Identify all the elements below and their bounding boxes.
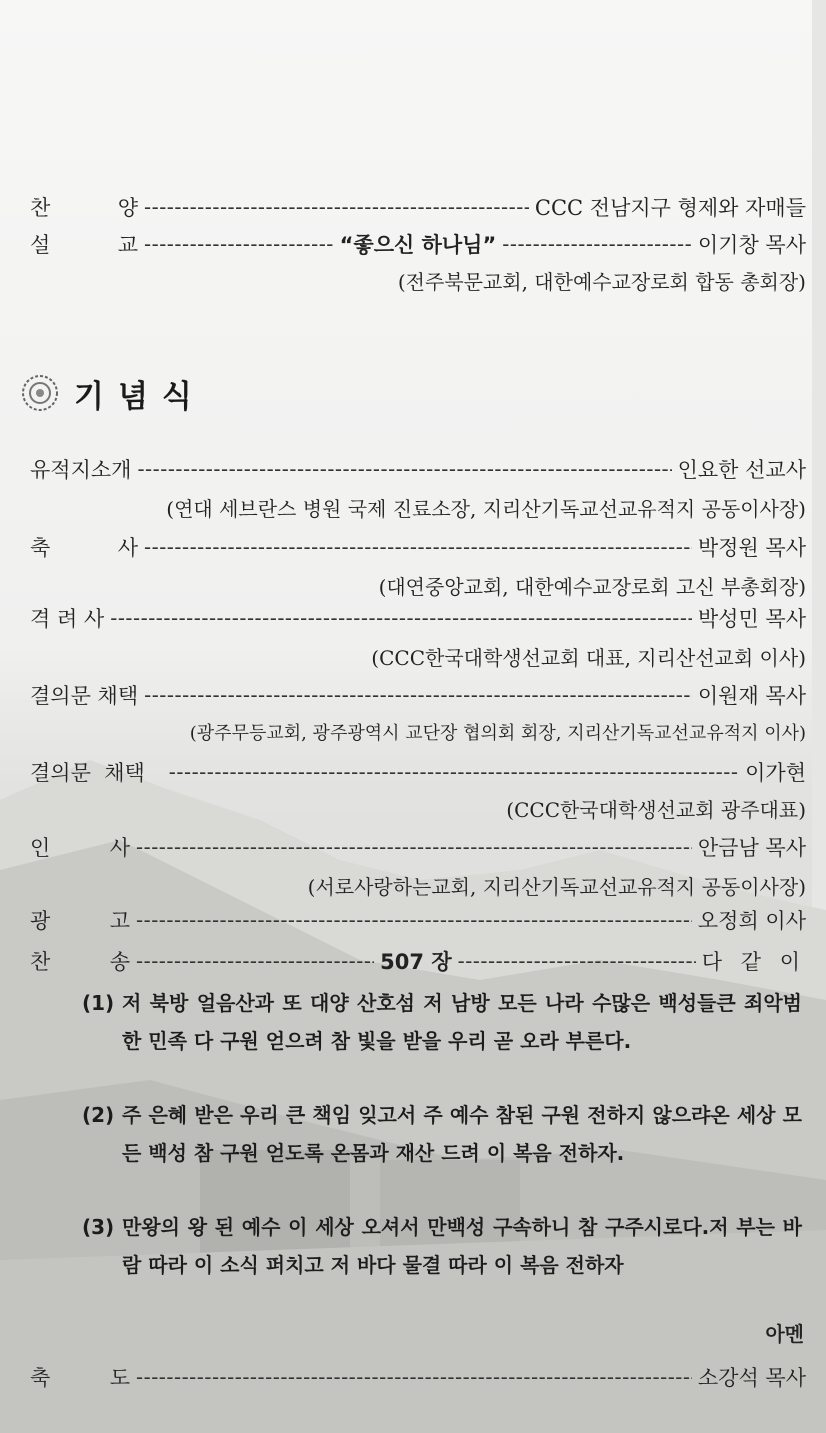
leader-dashes — [136, 1365, 692, 1389]
amen-text: 아멘 — [765, 1322, 804, 1346]
sermon-title: “좋으신 하나님” — [339, 233, 497, 257]
item-row-resolution-1 — [30, 678, 806, 712]
item-note: (CCC한국대학생선교회 대표, 지리산선교회 이사) — [371, 645, 806, 670]
hymn-verse-2 — [82, 1096, 802, 1172]
item-label — [30, 1362, 130, 1392]
item-person: 박성민 목사 — [697, 607, 806, 631]
leader-dashes — [136, 949, 374, 973]
hymn-verse-3 — [82, 1208, 802, 1284]
item-label-char-1: 찬 — [30, 950, 51, 974]
leader-dashes — [458, 949, 696, 973]
item-row-congratulatory — [30, 530, 806, 564]
sermon-row — [30, 227, 806, 261]
item-row-encouragement — [30, 601, 806, 635]
item-label-char-2: 고 — [109, 909, 130, 933]
item-person: 다 같 이 — [701, 950, 806, 974]
leader-dashes — [502, 232, 692, 256]
item-label-char-1: 인 — [30, 836, 51, 860]
item-label-char-2: 송 — [109, 950, 130, 974]
item-label-char-1: 축 — [30, 1366, 51, 1390]
item-row-benediction — [30, 1360, 806, 1394]
hymn-verse-1 — [82, 984, 802, 1060]
leader-dashes — [110, 606, 692, 630]
item-label: 결의문 채택 — [30, 684, 139, 708]
item-person: 이원재 목사 — [697, 684, 806, 708]
sermon-preacher: 이기창 목사 — [697, 233, 806, 257]
sermon-label-char-1: 설 — [30, 233, 51, 257]
sermon-note: (전주북문교회, 대한예수교장로회 합동 총회장) — [397, 269, 806, 294]
item-label — [30, 832, 130, 862]
verse-number: (3) — [82, 1215, 115, 1239]
item-person: 이가현 — [745, 761, 806, 785]
memorial-title: 기념식 — [74, 378, 206, 415]
item-label — [30, 905, 130, 935]
item-note: (대연중앙교회, 대한예수교장로회 고신 부총회장) — [378, 574, 806, 599]
item-row-hymn — [30, 944, 806, 978]
item-row-site-intro — [30, 452, 806, 486]
item-person: 오정희 이사 — [697, 909, 806, 933]
item-label-char-2: 사 — [117, 536, 138, 560]
item-label-char-2: 도 — [109, 1366, 130, 1390]
item-note: (CCC한국대학생선교회 광주대표) — [506, 797, 806, 822]
item-note: (서로사랑하는교회, 지리산기독교선교유적지 공동이사장) — [307, 874, 806, 899]
item-row-announcement — [30, 903, 806, 937]
item-row-resolution-2 — [30, 755, 806, 789]
item-label-char-2: 사 — [109, 836, 130, 860]
leader-dashes — [144, 232, 334, 256]
hymn-number: 507 장 — [380, 950, 452, 974]
sermon-label — [30, 229, 138, 259]
item-label — [30, 946, 130, 976]
verse-text: 주 은혜 받은 우리 큰 책임 잊고서 주 예수 참된 구원 전하지 않으랴온 세상 모든 백성 참 구원 얻도록 온몸과 재산 드려 이 복음 전하자. — [122, 1103, 802, 1165]
item-label-char-1: 광 — [30, 909, 51, 933]
praise-label-char-1: 찬 — [30, 196, 51, 220]
praise-label-char-2: 양 — [117, 196, 138, 220]
item-note: (광주무등교회, 광주광역시 교단장 협의회 회장, 지리산기독교선교유적지 이사) — [189, 723, 806, 744]
item-person: 박정원 목사 — [697, 536, 806, 560]
item-person: 소강석 목사 — [697, 1366, 806, 1390]
verse-text: 저 북방 얼음산과 또 대양 산호섬 저 남방 모든 나라 수많은 백성들큰 죄악범한 민족 다 구원 얻으려 참 빛을 받을 우리 곧 오라 부른다. — [122, 991, 802, 1053]
ornament-icon — [20, 373, 60, 413]
leader-dashes — [144, 683, 692, 707]
verse-number: (1) — [82, 991, 115, 1015]
leader-dashes — [136, 908, 692, 932]
item-label: 격 려 사 — [30, 607, 105, 631]
praise-row — [30, 190, 806, 224]
verse-number: (2) — [82, 1103, 115, 1127]
verse-text: 만왕의 왕 된 예수 이 세상 오셔서 만백성 구속하니 참 구주시로다.저 부는 바람 따라 이 소식 퍼치고 저 바다 물결 따라 이 복음 전하자 — [122, 1215, 802, 1277]
leader-dashes — [169, 760, 739, 784]
praise-label — [30, 192, 138, 222]
item-label: 유적지소개 — [30, 458, 132, 482]
item-label — [30, 532, 138, 562]
leader-dashes — [136, 835, 692, 859]
sermon-label-char-2: 교 — [117, 233, 138, 257]
memorial-section-header — [20, 368, 206, 418]
leader-dashes — [144, 195, 529, 219]
item-label-char-1: 축 — [30, 536, 51, 560]
praise-performers: CCC 전남지구 형제와 자매들 — [534, 196, 806, 220]
leader-dashes — [144, 535, 692, 559]
leader-dashes — [137, 457, 671, 481]
item-label: 결의문 채택 — [30, 761, 145, 785]
item-row-greeting — [30, 830, 806, 864]
item-person: 인요한 선교사 — [677, 458, 806, 482]
item-note: (연대 세브란스 병원 국제 진료소장, 지리산기독교선교유적지 공동이사장) — [166, 496, 806, 521]
item-person: 안금남 목사 — [697, 836, 806, 860]
